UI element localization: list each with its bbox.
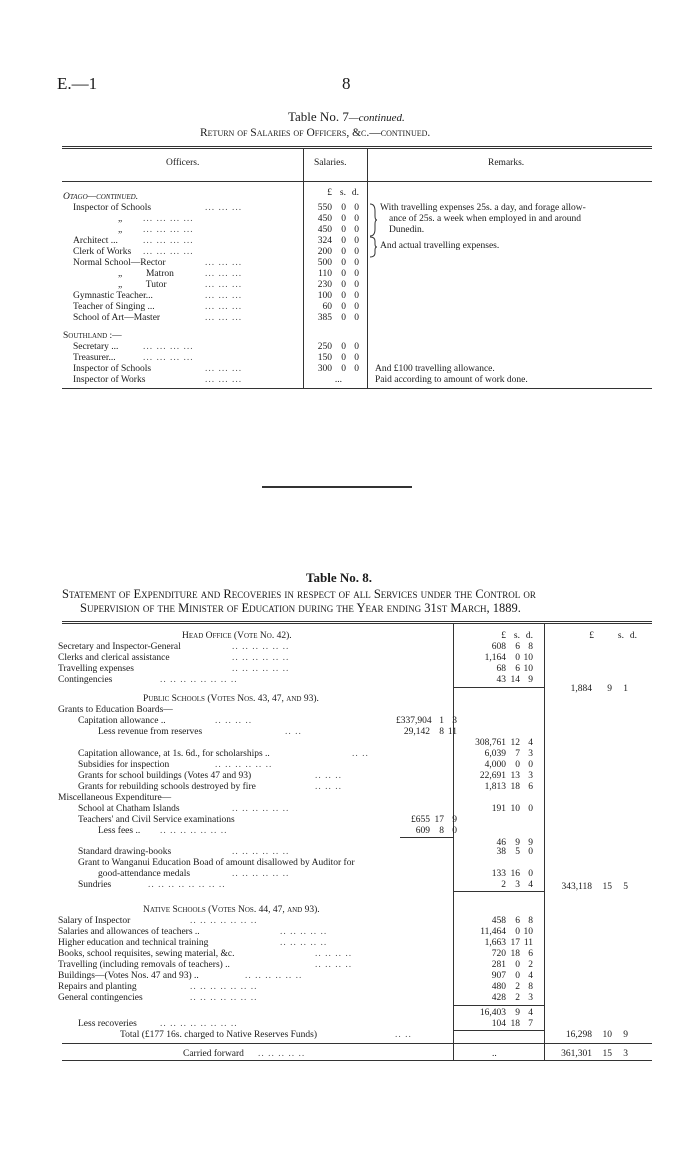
head-office-row-value: 1,164 0 10 <box>484 653 533 663</box>
dot-leader: .. .. .. .. .. .. .. <box>190 916 258 926</box>
table7-top-rule-2 <box>62 148 652 149</box>
section-separator <box>262 486 412 488</box>
table8-title: Table No. 8. <box>306 570 372 585</box>
drawing-label: Standard drawing-books <box>78 847 172 857</box>
native-row-value: 458 6 8 <box>491 916 533 926</box>
less-fees-label: Less fees .. <box>98 826 141 836</box>
native-total-label: Total (£177 16s. charged to Native Reserves Funds) <box>120 1030 318 1040</box>
dot-leader: .. .. .. .. .. <box>280 938 328 948</box>
dot-leader: .. .. .. .. .. .. <box>232 804 290 814</box>
exams-value: £655 17 9 <box>411 815 457 825</box>
carried-forward-middle: .. <box>492 1049 497 1059</box>
otago-row-salary: 100 0 0 <box>317 291 359 301</box>
southland-row-dots: ... ... ... ... <box>143 353 194 363</box>
dot-leader: .. .. .. <box>315 782 342 792</box>
southland-row-salary: 250 0 0 <box>317 342 359 352</box>
dot-leader: .. .. .. .. <box>215 716 253 726</box>
drawing-value: 38 5 0 <box>496 847 533 857</box>
less-recoveries-label: Less recoveries <box>78 1019 137 1029</box>
otago-row-label: Inspector of Schools <box>73 203 152 213</box>
table8-bottom-rule <box>62 1060 652 1061</box>
less-reserves-label: Less revenue from reserves <box>98 727 203 737</box>
brace-icon <box>369 203 377 237</box>
sundries-label: Sundries <box>78 880 112 890</box>
otago-row-salary: 200 0 0 <box>317 247 359 257</box>
table7-col-salaries: Salaries. <box>314 158 347 168</box>
native-row-value: 281 0 2 <box>491 960 533 970</box>
public-row-value: 22,691 13 3 <box>479 771 533 781</box>
table7-title: Table No. 7—continued. <box>288 109 405 124</box>
carried-rule <box>62 1043 652 1044</box>
otago-row-label: Clerk of Works <box>73 247 132 257</box>
otago-row-salary: 60 0 0 <box>322 302 359 312</box>
misc-label: Miscellaneous Expenditure— <box>58 793 172 803</box>
dot-leader: .. .. .. .. <box>315 949 353 959</box>
table8-top-rule <box>62 621 652 622</box>
southland-row-dots: ... ... ... <box>205 375 243 385</box>
otago-row-dots: ... ... ... <box>205 302 243 312</box>
otago-row-dots: ... ... ... <box>205 280 243 290</box>
southland-row-dots: ... ... ... ... <box>143 342 194 352</box>
otago-row-dots: ... ... ... <box>205 258 243 268</box>
subtotal-rule <box>453 891 544 892</box>
capitation-value: £337,904 1 3 <box>396 716 457 726</box>
table7-header-rule <box>62 181 652 182</box>
public-row-label: Grants for rebuilding schools destroyed by fire <box>78 782 256 792</box>
dot-leader: .. .. <box>352 749 369 759</box>
dot-leader: .. .. .. .. .. .. <box>232 847 290 857</box>
otago-row-label: Normal School—Rector <box>73 258 166 268</box>
dot-leader: .. .. <box>285 727 302 737</box>
otago-row-label: School of Art—Master <box>73 313 161 323</box>
brace-icon <box>369 236 377 258</box>
native-row-value: 480 2 8 <box>491 982 533 992</box>
otago-row-salary: 230 0 0 <box>317 280 359 290</box>
dot-leader: .. .. .. .. .. .. <box>232 664 290 674</box>
dot-leader: .. .. .. .. .. .. .. .. <box>160 675 238 685</box>
native-row-label: Salary of Inspector <box>58 916 131 926</box>
dot-leader: .. .. .. .. .. .. .. .. <box>160 1019 238 1029</box>
native-row-label: Salaries and allowances of teachers .. <box>58 927 200 937</box>
public-total: 343,118 15 5 <box>561 882 628 892</box>
southland-heading: Southland :— <box>63 331 122 341</box>
southland-row-label: Inspector of Works <box>73 375 146 385</box>
dot-leader: .. .. <box>395 1030 412 1040</box>
capitation-label: Capitation allowance .. <box>78 716 166 726</box>
native-row-label: Buildings—(Votes Nos. 47 and 93) .. <box>58 971 199 981</box>
native-row-label: Travelling (including removals of teachers) .. <box>58 960 230 970</box>
table7-subtitle: Return of Salaries of Officers, &c.—continued. <box>200 127 431 139</box>
table8-unit-header-1: £ s. d. <box>501 631 533 641</box>
dot-leader: .. .. .. .. <box>315 960 353 970</box>
remark-architect: And actual travelling expenses. <box>380 241 500 251</box>
southland-row-salary: 150 0 0 <box>317 353 359 363</box>
southland-row-label: Inspector of Schools <box>73 364 152 374</box>
otago-row-salary: 550 0 0 <box>317 203 359 213</box>
head-office-row-label: Travelling expenses <box>58 664 134 674</box>
chatham-label: School at Chatham Islands <box>78 804 180 814</box>
otago-row-dots: ... ... ... ... <box>143 247 194 257</box>
remark-southland-works: Paid according to amount of work done. <box>375 375 528 385</box>
otago-row-label: Architect ... <box>73 236 118 246</box>
southland-row-dots: ... ... ... <box>205 364 243 374</box>
remark-inspectors-line-2: ance of 25s. a week when employed in and around <box>389 214 582 224</box>
public-row-value: 308,761 12 4 <box>475 738 533 748</box>
chatham-value: 191 10 0 <box>491 804 533 814</box>
head-office-row-label: Secretary and Inspector-General <box>58 642 181 652</box>
table7-bottom-rule <box>62 388 652 389</box>
southland-row-label: Secretary ... <box>73 342 119 352</box>
remark-inspectors-line-3: Dunedin. <box>389 225 425 235</box>
table8-col-divider-1 <box>453 624 454 1060</box>
table7-top-rule <box>62 146 652 147</box>
page-number: 8 <box>342 74 351 93</box>
head-office-row-label: Contingencies <box>58 675 113 685</box>
less-fees-value: 609 8 0 <box>415 826 457 836</box>
dot-leader: .. .. .. .. .. .. <box>215 760 273 770</box>
native-row-label: Books, school requisites, sewing material, &c. <box>58 949 235 959</box>
dot-leader: .. .. .. <box>315 771 342 781</box>
page-code: E.—1 <box>57 74 98 93</box>
otago-row-dots: ... ... ... <box>205 203 243 213</box>
dot-leader: .. .. .. .. .. .. .. <box>190 993 258 1003</box>
head-office-row-label: Clerks and clerical assistance <box>58 653 170 663</box>
remark-southland-inspector: And £100 travelling allowance. <box>375 364 495 374</box>
otago-row-dots: ... ... ... ... <box>143 225 194 235</box>
otago-row-salary: 450 0 0 <box>317 214 359 224</box>
sundries-value: 2 3 4 <box>501 880 533 890</box>
dot-leader: .. .. .. .. .. .. <box>232 653 290 663</box>
carried-forward-label: Carried forward <box>183 1049 244 1059</box>
otago-row-salary: 500 0 0 <box>317 258 359 268</box>
table7-col-remarks: Remarks. <box>488 158 525 168</box>
otago-row-label: „ <box>118 214 123 224</box>
head-office-row-value: 68 6 10 <box>496 664 533 674</box>
southland-row-label: Treasurer... <box>73 353 116 363</box>
public-row-label: Subsidies for inspection <box>78 760 170 770</box>
dot-leader: .. .. .. .. .. <box>258 1049 306 1059</box>
public-row-value: 1,813 18 6 <box>484 782 533 792</box>
subtotal-rule <box>453 687 544 688</box>
otago-row-salary: 324 0 0 <box>317 236 359 246</box>
native-total: 16,298 10 9 <box>565 1030 628 1040</box>
otago-row-salary: 385 0 0 <box>317 313 359 323</box>
native-row-value: 11,464 0 10 <box>480 927 533 937</box>
otago-row-label: „ Matron <box>118 269 174 279</box>
native-row-label: Higher education and technical training <box>58 938 209 948</box>
otago-row-dots: ... ... ... <box>205 269 243 279</box>
native-row-value: 720 18 6 <box>491 949 533 959</box>
wanganui-label-1: Grant to Wanganui Education Boad of amount disallowed by Auditor for <box>78 858 355 868</box>
otago-row-salary: 450 0 0 <box>317 225 359 235</box>
head-office-heading: Head Office (Vote No. 42). <box>182 631 292 641</box>
otago-row-salary: 110 0 0 <box>318 269 359 279</box>
table8-subtitle-2: Supervision of the Minister of Education during the Year ending 31st March, 1889. <box>80 601 521 615</box>
otago-row-dots: ... ... ... ... <box>143 236 194 246</box>
public-row-value: 6,039 7 3 <box>484 749 533 759</box>
otago-row-label: Gymnastic Teacher... <box>73 291 153 301</box>
head-office-row-value: 608 6 8 <box>491 642 533 652</box>
table8-top-rule-2 <box>62 623 652 624</box>
native-subtotal: 16,403 9 4 <box>479 1008 533 1018</box>
dot-leader: .. .. .. .. .. .. .. .. <box>148 880 226 890</box>
native-row-value: 428 2 3 <box>491 993 533 1003</box>
less-recoveries-value: 104 18 7 <box>491 1019 533 1029</box>
dot-leader: .. .. .. .. .. .. .. <box>160 826 228 836</box>
subtotal-rule <box>453 1005 544 1006</box>
public-row-label: Capitation allowance, at 1s. 6d., for scholarships .. <box>78 749 270 759</box>
dot-leader: .. .. .. .. .. <box>280 927 328 937</box>
otago-heading: Otago—continued. <box>63 192 139 202</box>
table8-subtitle-1: Statement of Expenditure and Recoveries in respect of all Services under the Control or <box>62 587 536 601</box>
exams-net-value: 46 9 9 <box>496 838 533 848</box>
remark-inspectors-line-1: With travelling expenses 25s. a day, and forage allow- <box>380 203 586 213</box>
dot-leader: .. .. .. .. .. .. <box>245 971 303 981</box>
southland-row-salary: ... <box>334 375 342 385</box>
table8-col-divider-2 <box>544 624 545 1060</box>
head-office-row-value: 43 14 9 <box>496 675 533 685</box>
grants-label: Grants to Education Boards— <box>58 705 173 715</box>
table7-col-divider-1 <box>303 149 304 388</box>
table8-unit-header-2: £ s. d. <box>589 631 637 641</box>
native-row-value: 907 0 4 <box>491 971 533 981</box>
wanganui-label-2: good-attendance medals <box>98 869 191 879</box>
public-schools-heading: Public Schools (Votes Nos. 43, 47, and 93). <box>143 694 319 704</box>
otago-row-label: „ Tutor <box>118 280 167 290</box>
exams-label: Teachers' and Civil Service examinations <box>78 815 235 825</box>
carried-forward-total: 361,301 15 3 <box>561 1049 628 1059</box>
head-office-total: 1,884 9 1 <box>570 684 628 694</box>
native-row-label: Repairs and planting <box>58 982 137 992</box>
otago-row-label: Teacher of Singing ... <box>73 302 155 312</box>
less-reserves-value: 29,142 8 11 <box>403 727 457 737</box>
table7-col-officers: Officers. <box>166 158 200 168</box>
native-row-value: 1,663 17 11 <box>484 938 533 948</box>
subtotal-rule <box>453 1030 544 1031</box>
otago-row-dots: ... ... ... <box>205 291 243 301</box>
southland-row-salary: 300 0 0 <box>317 364 359 374</box>
native-schools-heading: Native Schools (Votes Nos. 44, 47, and 93). <box>143 905 320 915</box>
public-row-value: 4,000 0 0 <box>484 760 533 770</box>
dot-leader: .. .. .. .. .. .. <box>232 869 290 879</box>
native-row-label: General contingencies <box>58 993 143 1003</box>
otago-row-label: „ <box>118 225 123 235</box>
public-row-label: Grants for school buildings (Votes 47 and 93) <box>78 771 252 781</box>
table7-unit-header: £ s. d. <box>327 188 359 198</box>
otago-row-dots: ... ... ... ... <box>143 214 194 224</box>
wanganui-value: 133 16 0 <box>491 869 533 879</box>
dot-leader: .. .. .. .. .. .. <box>232 642 290 652</box>
table7-col-divider-2 <box>367 149 368 388</box>
dot-leader: .. .. .. .. .. .. .. <box>190 982 258 992</box>
subtotal-rule <box>400 837 453 838</box>
otago-row-dots: ... ... ... <box>205 313 243 323</box>
